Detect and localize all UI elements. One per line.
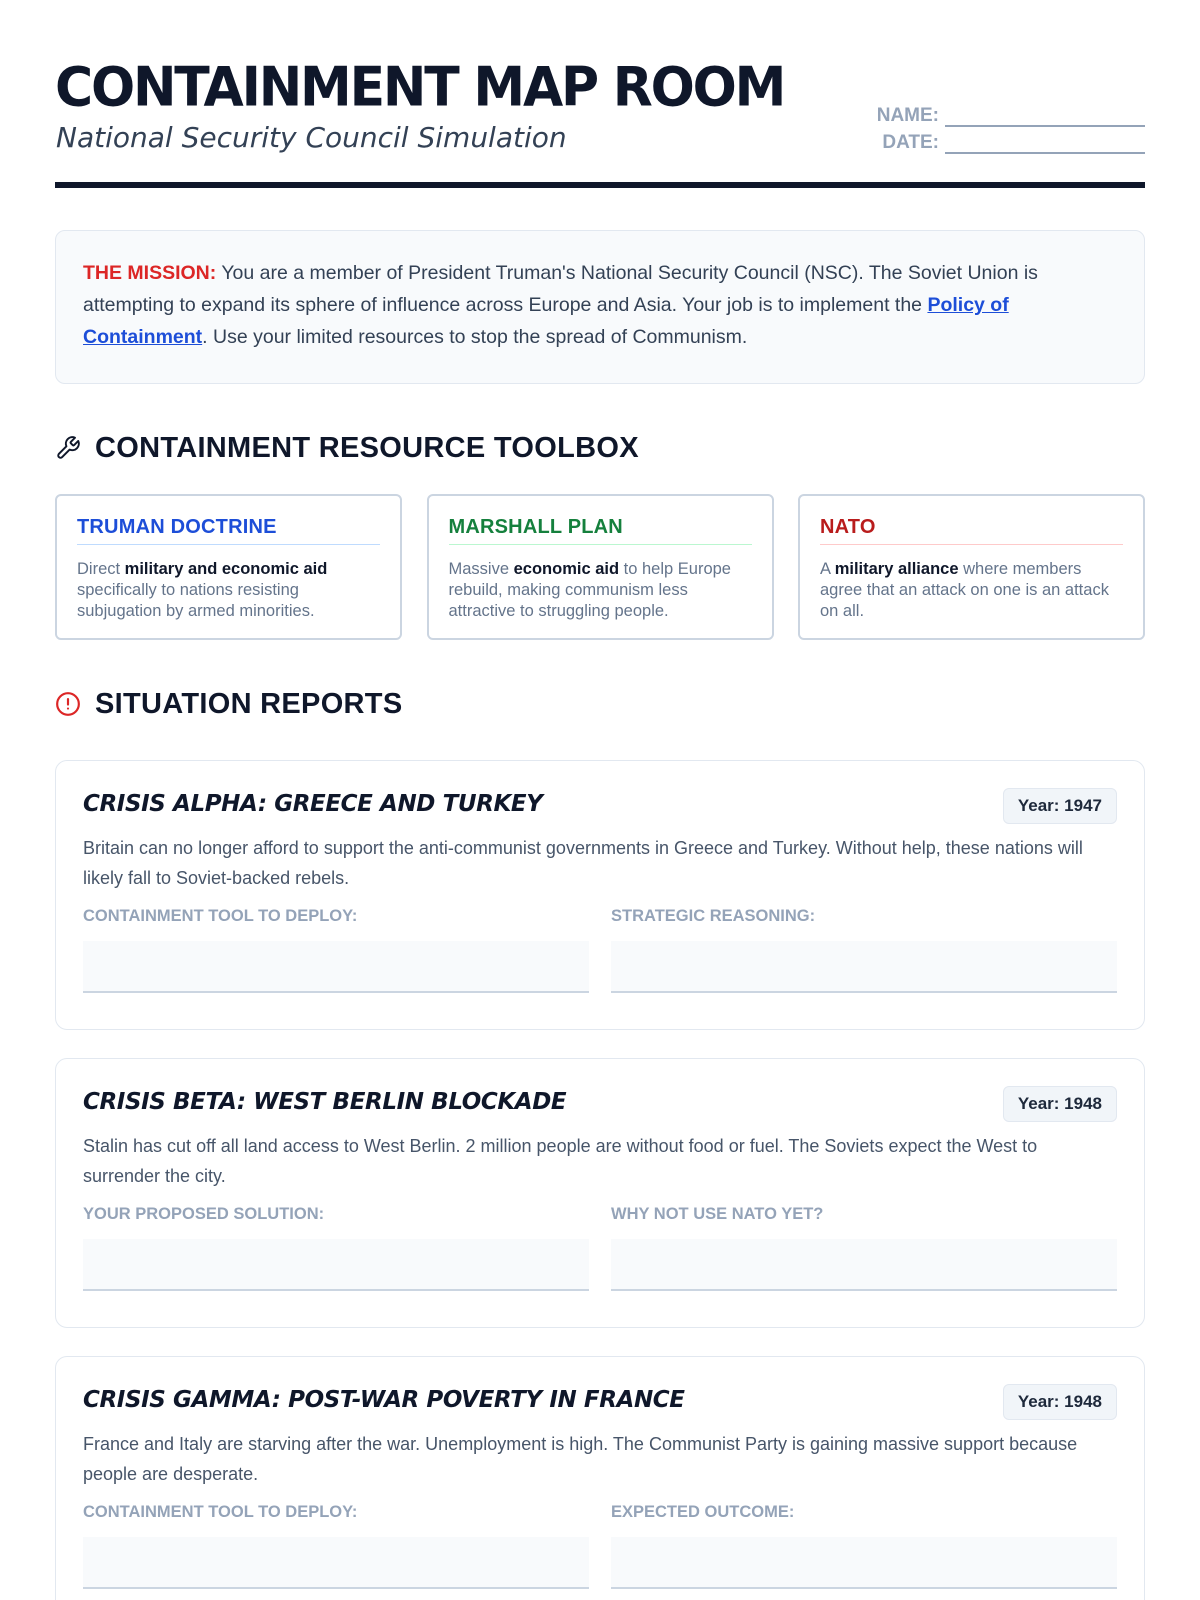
answer-label: CONTAINMENT TOOL TO DEPLOY: — [83, 1503, 358, 1521]
card-description — [820, 559, 1123, 622]
card-marshall-plan — [427, 494, 774, 640]
crisis-title: CRISIS ALPHA: GREECE AND TURKEY — [83, 791, 543, 817]
containment-policy-link[interactable]: Policy of Containment — [83, 294, 1009, 348]
card-text: to help Europe rebuild, making communism less attractive to struggling people. — [448, 560, 731, 620]
year-badge: Year: 1948 — [1003, 1384, 1117, 1420]
card-title: MARSHALL PLAN — [449, 516, 752, 545]
answer-input[interactable] — [611, 941, 1117, 993]
answer-block — [83, 1205, 589, 1291]
date-field[interactable] — [945, 134, 1145, 154]
card-text: A — [820, 560, 835, 578]
answer-label: YOUR PROPOSED SOLUTION: — [83, 1205, 325, 1223]
answer-block — [611, 1205, 1117, 1291]
crisis-description: France and Italy are starving after the war. Unemployment is high. The Communist Party is gaining massive support because people are desperate. — [83, 1434, 1078, 1484]
answer-label: WHY NOT USE NATO YET? — [611, 1205, 824, 1223]
answer-block — [83, 1503, 589, 1589]
card-nato — [798, 494, 1145, 640]
card-text-bold: economic aid — [513, 560, 620, 578]
crisis-card-alpha — [55, 760, 1145, 1030]
answer-input[interactable] — [83, 1537, 589, 1589]
card-title: TRUMAN DOCTRINE — [77, 516, 380, 545]
answer-fields — [83, 1503, 1117, 1589]
wrench-icon — [55, 435, 81, 461]
toolbox-cards — [55, 494, 1145, 640]
answer-fields — [83, 907, 1117, 993]
card-text-bold: military and economic aid — [124, 560, 328, 578]
mission-label: THE MISSION: — [83, 262, 217, 284]
answer-label: EXPECTED OUTCOME: — [611, 1503, 795, 1521]
name-row — [865, 100, 1145, 127]
card-truman-doctrine — [55, 494, 402, 640]
student-info — [865, 100, 1145, 154]
answer-input[interactable] — [611, 1537, 1117, 1589]
card-title: NATO — [820, 516, 1123, 545]
year-badge: Year: 1948 — [1003, 1086, 1117, 1122]
crisis-title: CRISIS GAMMA: POST-WAR POVERTY IN FRANCE — [83, 1387, 685, 1413]
card-text: Massive — [448, 560, 514, 578]
date-row — [865, 127, 1145, 154]
page-title: CONTAINMENT MAP ROOM — [55, 56, 785, 119]
name-label: NAME: — [876, 105, 939, 126]
answer-label: STRATEGIC REASONING: — [611, 907, 816, 925]
card-text: specifically to nations resisting subjugation by armed minorities. — [77, 581, 315, 620]
name-field[interactable] — [945, 107, 1145, 127]
year-badge: Year: 1947 — [1003, 788, 1117, 824]
card-description — [77, 559, 380, 622]
answer-block — [611, 1503, 1117, 1589]
answer-block — [611, 907, 1117, 993]
crisis-description: Stalin has cut off all land access to West Berlin. 2 million people are without food or fuel. The Soviets expect the West to surrender the city. — [83, 1136, 1038, 1186]
page-subtitle: National Security Council Simulation — [56, 121, 567, 154]
header — [55, 0, 1145, 188]
answer-input[interactable] — [83, 941, 589, 993]
crisis-card-beta — [55, 1058, 1145, 1328]
mission-text-before: You are a member of President Truman's National Security Council (NSC). The Soviet Union is attempting to expand its sphere of influence across Europe and Asia. Your job is to implement the — [83, 262, 1038, 316]
answer-input[interactable] — [611, 1239, 1117, 1291]
card-text: Direct — [77, 560, 125, 578]
answer-block — [83, 907, 589, 993]
date-label: DATE: — [882, 132, 939, 153]
crisis-title: CRISIS BETA: WEST BERLIN BLOCKADE — [83, 1089, 567, 1115]
crisis-description: Britain can no longer afford to support the anti-communist governments in Greece and Turkey. Without help, these nations will likely fall to Soviet-backed rebels. — [83, 838, 1083, 888]
reports-heading — [55, 684, 1145, 724]
alert-circle-icon — [55, 691, 81, 717]
reports-title: SITUATION REPORTS — [95, 687, 403, 720]
answer-input[interactable] — [83, 1239, 589, 1291]
toolbox-heading — [55, 428, 1145, 468]
answer-label: CONTAINMENT TOOL TO DEPLOY: — [83, 907, 358, 925]
mission-text-after: . Use your limited resources to stop the spread of Communism. — [202, 326, 748, 348]
crisis-card-gamma — [55, 1356, 1145, 1600]
mission-box — [55, 230, 1145, 384]
card-text: where members agree that an attack on one is an attack on all. — [820, 560, 1109, 620]
card-description — [449, 559, 752, 622]
toolbox-title: CONTAINMENT RESOURCE TOOLBOX — [95, 431, 639, 464]
answer-fields — [83, 1205, 1117, 1291]
card-text-bold: military alliance — [834, 560, 959, 578]
